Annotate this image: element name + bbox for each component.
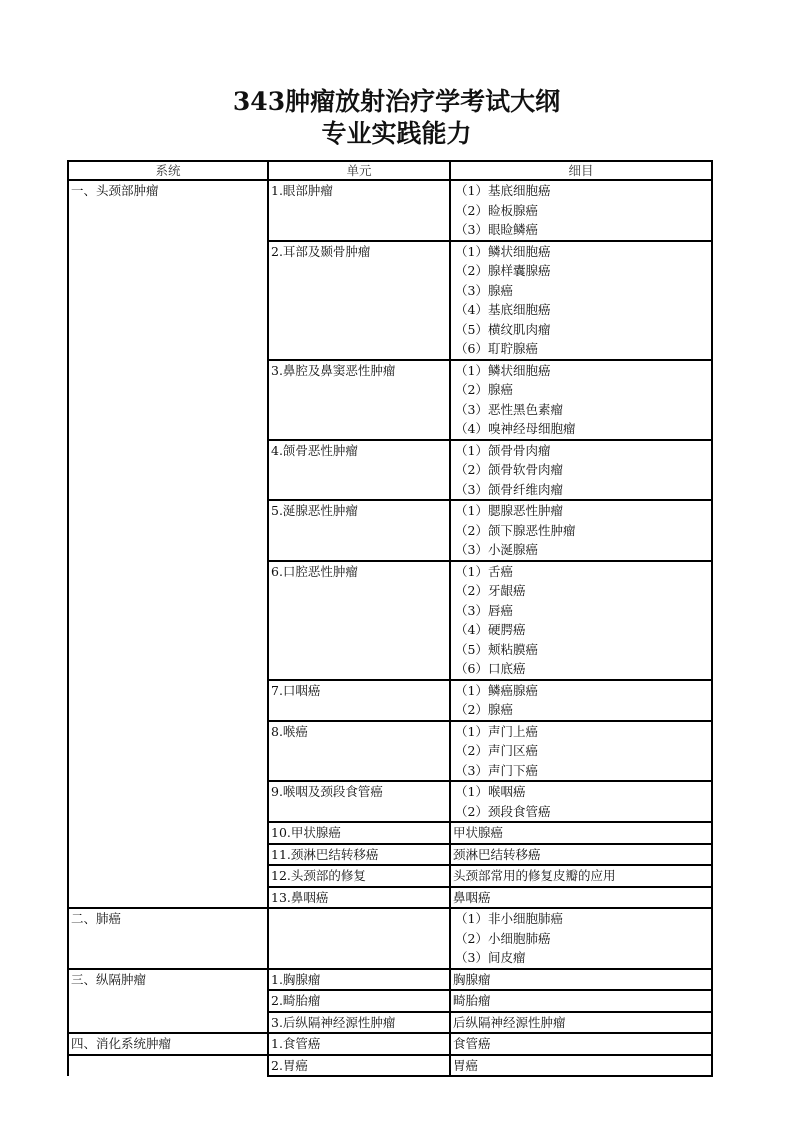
detail-cell xyxy=(450,180,712,241)
detail-cell xyxy=(450,360,712,440)
detail-item: （1）鳞癌腺癌 xyxy=(455,682,538,698)
unit-cell: 13.鼻咽癌 xyxy=(268,887,450,909)
detail-item: （2）颈段食管癌 xyxy=(455,803,551,819)
detail-cell xyxy=(450,721,712,782)
unit-cell: 1.食管癌 xyxy=(268,1033,450,1055)
detail-item: （1）基底细胞癌 xyxy=(455,183,551,198)
system-cell: 一、头颈部肿瘤 xyxy=(68,180,268,908)
detail-item: 头颈部常用的修复皮瓣的应用 xyxy=(453,868,616,883)
unit-cell: 9.喉咽及颈段食管癌 xyxy=(268,781,450,822)
detail-item: 胃癌 xyxy=(453,1057,479,1073)
detail-item: 畸胎瘤 xyxy=(453,993,491,1008)
detail-item: （1）非小细胞肺癌 xyxy=(455,911,563,926)
unit-cell: 1.胸腺瘤 xyxy=(268,969,450,991)
document-title: 343肿瘤放射治疗学考试大纲 xyxy=(232,87,561,116)
detail-item: （2）腺癌 xyxy=(455,382,513,397)
unit-cell: 10.甲状腺癌 xyxy=(268,822,450,844)
unit-cell: 12.头颈部的修复 xyxy=(268,865,450,887)
detail-item: （2）腺样囊腺癌 xyxy=(455,263,551,278)
detail-cell xyxy=(450,865,712,887)
detail-item: （2）牙龈癌 xyxy=(455,583,526,598)
detail-cell xyxy=(450,822,712,844)
detail-cell xyxy=(450,680,712,721)
detail-cell xyxy=(450,1012,712,1034)
detail-item: （3）腺癌 xyxy=(455,282,513,298)
detail-item: （4）硬腭癌 xyxy=(455,622,526,637)
detail-item: （4）基底细胞癌 xyxy=(455,302,551,317)
detail-item: （2）颌下腺恶性肿瘤 xyxy=(455,522,576,538)
unit-cell: 11.颈淋巴结转移癌 xyxy=(268,844,450,866)
table-row xyxy=(68,180,712,241)
unit-cell xyxy=(268,908,450,969)
table-row xyxy=(68,1033,712,1055)
detail-item: （3）唇癌 xyxy=(455,602,513,618)
detail-item: （4）嗅神经母细胞瘤 xyxy=(455,421,576,436)
detail-item: （6）口底癌 xyxy=(455,661,526,676)
detail-item: （6）耵聍腺癌 xyxy=(455,341,538,356)
document-subtitle: 专业实践能力 xyxy=(321,119,472,148)
detail-item: （2）颌骨软骨肉瘤 xyxy=(455,462,563,477)
unit-cell: 4.颌骨恶性肿瘤 xyxy=(268,440,450,501)
detail-item: （3）颌骨纤维肉瘤 xyxy=(455,481,563,497)
system-cell: 二、肺癌 xyxy=(68,908,268,969)
detail-cell xyxy=(450,908,712,969)
unit-cell: 5.涎腺恶性肿瘤 xyxy=(268,500,450,561)
header-system: 系统 xyxy=(68,161,268,180)
detail-item: （3）间皮瘤 xyxy=(455,950,526,965)
detail-cell xyxy=(450,1055,712,1077)
detail-item: （2）腺癌 xyxy=(455,702,513,717)
detail-item: （2）睑板腺癌 xyxy=(455,202,538,218)
unit-cell: 2.胃癌 xyxy=(268,1055,450,1077)
detail-item: （3）小涎腺癌 xyxy=(455,542,538,557)
detail-cell xyxy=(450,781,712,822)
detail-item: 食管癌 xyxy=(453,1036,491,1051)
table-body xyxy=(68,180,712,1076)
system-cell xyxy=(68,1055,268,1077)
detail-item: 后纵隔神经源性肿瘤 xyxy=(453,1014,566,1030)
detail-item: 颈淋巴结转移癌 xyxy=(453,846,541,862)
unit-cell: 8.喉癌 xyxy=(268,721,450,782)
detail-item: （3）恶性黑色素瘤 xyxy=(455,401,563,417)
detail-item: （2）小细胞肺癌 xyxy=(455,930,551,946)
detail-item: （3）眼睑鳞癌 xyxy=(455,222,538,237)
detail-item: （5）颊粘膜癌 xyxy=(455,641,538,657)
table-header-row xyxy=(68,161,712,180)
detail-item: （1）鳞状细胞癌 xyxy=(455,243,551,259)
detail-cell xyxy=(450,1033,712,1055)
unit-cell: 1.眼部肿瘤 xyxy=(268,180,450,241)
unit-cell: 3.鼻腔及鼻窦恶性肿瘤 xyxy=(268,360,450,440)
detail-cell xyxy=(450,500,712,561)
detail-cell xyxy=(450,990,712,1012)
detail-item: （2）声门区癌 xyxy=(455,743,538,758)
header-unit: 单元 xyxy=(268,161,450,180)
detail-item: 胸腺瘤 xyxy=(453,971,491,987)
detail-cell xyxy=(450,241,712,360)
table-row xyxy=(68,1055,712,1077)
detail-item: （1）腮腺恶性肿瘤 xyxy=(455,503,563,518)
unit-cell: 7.口咽癌 xyxy=(268,680,450,721)
detail-item: 鼻咽癌 xyxy=(453,889,491,905)
detail-item: （1）声门上癌 xyxy=(455,723,538,739)
detail-cell xyxy=(450,561,712,680)
detail-item: （5）横纹肌肉瘤 xyxy=(455,321,551,337)
system-cell: 四、消化系统肿瘤 xyxy=(68,1033,268,1055)
table-row xyxy=(68,969,712,991)
detail-cell xyxy=(450,887,712,909)
unit-cell: 2.畸胎瘤 xyxy=(268,990,450,1012)
detail-cell xyxy=(450,844,712,866)
detail-cell xyxy=(450,969,712,991)
table-row xyxy=(68,908,712,969)
system-cell: 三、纵隔肿瘤 xyxy=(68,969,268,1034)
unit-cell: 3.后纵隔神经源性肿瘤 xyxy=(268,1012,450,1034)
header-detail: 细目 xyxy=(450,161,712,180)
syllabus-table xyxy=(67,160,713,1077)
detail-item: （1）鳞状细胞癌 xyxy=(455,362,551,378)
detail-item: 甲状腺癌 xyxy=(453,825,504,840)
detail-item: （1）喉咽癌 xyxy=(455,784,526,799)
detail-item: （3）声门下癌 xyxy=(455,762,538,778)
detail-item: （1）颌骨骨肉瘤 xyxy=(455,442,551,458)
detail-item: （1）舌癌 xyxy=(455,563,513,579)
unit-cell: 2.耳部及颞骨肿瘤 xyxy=(268,241,450,360)
unit-cell: 6.口腔恶性肿瘤 xyxy=(268,561,450,680)
detail-cell xyxy=(450,440,712,501)
